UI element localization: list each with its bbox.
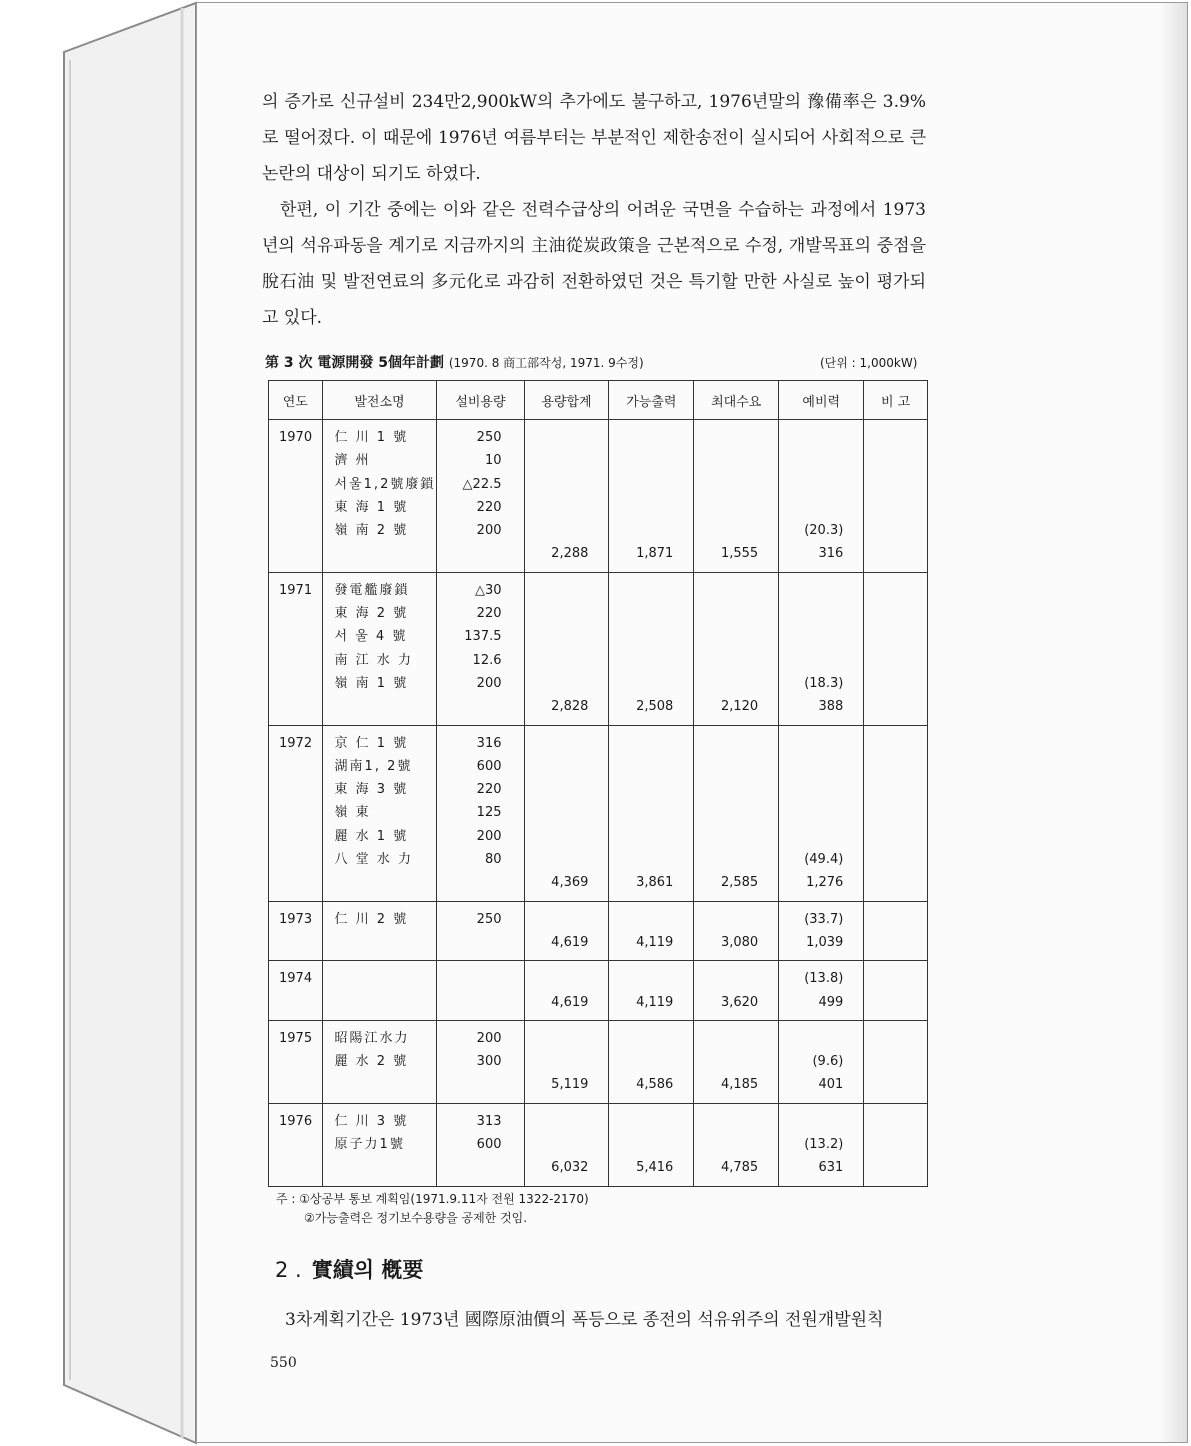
- blank-line: [779, 1110, 863, 1133]
- peak-demand: 3,620: [720, 994, 759, 1010]
- year-value: 1972: [279, 735, 313, 751]
- reserve-cell: [779, 961, 864, 1021]
- reserve-percent: (18.3): [804, 675, 844, 691]
- total-capacity-cell: [524, 1103, 609, 1186]
- plant-capacity: 12.6: [472, 652, 502, 668]
- blank-line: [525, 732, 609, 755]
- year-value: 1973: [279, 911, 313, 927]
- year-cell: [269, 420, 323, 573]
- plant-capacity: 600: [476, 758, 502, 774]
- plant-capacity-cell: [437, 725, 524, 901]
- blank-line: [779, 801, 863, 824]
- peak-demand: 2,585: [720, 875, 759, 891]
- plant-name: 嶺 南 2 號: [334, 523, 409, 539]
- blank-line: [694, 778, 778, 801]
- blank-line: [694, 1133, 778, 1156]
- blank-line: [525, 778, 609, 801]
- total-capacity: 5,119: [551, 1077, 589, 1093]
- total-capacity-cell: [524, 1020, 609, 1103]
- blank-line: [323, 1073, 437, 1096]
- blank-line: [609, 848, 693, 871]
- section-number: 2 .: [275, 1258, 302, 1282]
- blank-line: [323, 871, 437, 894]
- blank-line: [609, 778, 693, 801]
- blank-line: [694, 848, 778, 871]
- section-title: 實績의 槪要: [311, 1258, 424, 1282]
- plant-name: 八 堂 水 力: [334, 852, 413, 868]
- paragraph-2: 한편, 이 기간 중에는 이와 같은 전력수급상의 어려운 국면을 수습하는 과정에서 1973년의 석유파동을 계기로 지금까지의 主油從炭政策을 근본적으로 수정, 개발목표의 중점을 脫石油 및 발전연료의 多元化로 과감히 전환하였던 것은 특기할 만한 사실로 높이 평가되고 있다.: [262, 200, 926, 328]
- reserve-value: 1,276: [806, 875, 844, 891]
- header-plant: 발전소명: [322, 381, 437, 420]
- blank-line: [525, 848, 609, 871]
- blank-line: [609, 908, 693, 931]
- reserve-value: 316: [818, 546, 844, 562]
- total-capacity-cell: [524, 901, 609, 961]
- reserve-cell: [779, 901, 864, 961]
- blank-line: [609, 755, 693, 778]
- blank-line: [609, 672, 693, 695]
- year-value: 1975: [279, 1030, 313, 1046]
- available-output: 5,416: [636, 1160, 674, 1176]
- blank-line: [525, 602, 609, 625]
- reserve-cell: [779, 1020, 864, 1103]
- total-capacity: 2,828: [551, 699, 589, 715]
- year-cell: [269, 725, 323, 901]
- total-capacity-cell: [524, 725, 609, 901]
- section-heading: [275, 1254, 423, 1284]
- year-cell: [269, 572, 323, 725]
- blank-line: [609, 1050, 693, 1073]
- blank-line: [694, 1110, 778, 1133]
- plant-capacity: 200: [476, 1030, 502, 1046]
- header-remarks: 비 고: [864, 381, 928, 420]
- table-row: [269, 901, 928, 961]
- plant-name-cell: [322, 961, 437, 1021]
- blank-line: [694, 825, 778, 848]
- blank-line: [525, 825, 609, 848]
- blank-line: [323, 967, 437, 990]
- table-row: [269, 1020, 928, 1103]
- available-output: 2,508: [636, 699, 674, 715]
- note-2: ②가능출력은 정기보수용량을 공제한 것임.: [304, 1211, 528, 1225]
- available-output: 4,119: [636, 994, 674, 1010]
- table-row: [269, 572, 928, 725]
- remarks-cell: [864, 901, 928, 961]
- blank-line: [525, 519, 609, 542]
- blank-line: [694, 967, 778, 990]
- header-year: 연도: [269, 381, 323, 420]
- header-reserve: 예비력: [779, 381, 864, 420]
- blank-line: [525, 449, 609, 472]
- blank-line: [609, 649, 693, 672]
- blank-line: [525, 473, 609, 496]
- book-spine-illustration: [0, 0, 200, 1446]
- blank-line: [779, 778, 863, 801]
- plant-capacity: 200: [476, 828, 502, 844]
- blank-line: [525, 1110, 609, 1133]
- reserve-cell: [779, 420, 864, 573]
- total-capacity: 4,619: [551, 994, 589, 1010]
- table-notes: [276, 1190, 589, 1228]
- blank-line: [525, 579, 609, 602]
- blank-line: [694, 649, 778, 672]
- blank-line: [609, 519, 693, 542]
- blank-line: [779, 426, 863, 449]
- plant-name: 仁 川 2 號: [334, 911, 409, 927]
- plant-capacity: 220: [476, 782, 502, 798]
- blank-line: [694, 625, 778, 648]
- plant-capacity: 250: [476, 911, 502, 927]
- remarks-cell: [864, 961, 928, 1021]
- peak-demand-cell: [694, 420, 779, 573]
- plant-name: 麗 水 2 號: [334, 1054, 409, 1070]
- table-row: [269, 725, 928, 901]
- blank-line: [437, 871, 523, 894]
- reserve-value: 499: [818, 994, 844, 1010]
- table-body: [269, 420, 928, 1187]
- body-text: [262, 84, 926, 336]
- blank-line: [323, 1156, 437, 1179]
- blank-line: [694, 732, 778, 755]
- reserve-value: 388: [818, 699, 844, 715]
- year-cell: [269, 961, 323, 1021]
- blank-line: [609, 1027, 693, 1050]
- blank-line: [694, 1027, 778, 1050]
- peak-demand: 2,120: [720, 699, 759, 715]
- available-output-cell: [609, 901, 694, 961]
- plant-capacity: 300: [476, 1054, 502, 1070]
- blank-line: [694, 755, 778, 778]
- reserve-percent: (13.2): [804, 1137, 844, 1153]
- total-capacity: 6,032: [551, 1160, 589, 1176]
- reserve-percent: (49.4): [804, 852, 844, 868]
- table-row: [269, 420, 928, 573]
- header-available: 가능출력: [609, 381, 694, 420]
- plant-capacity: 600: [476, 1137, 502, 1153]
- blank-line: [779, 755, 863, 778]
- blank-line: [694, 579, 778, 602]
- reserve-percent: (33.7): [804, 911, 844, 927]
- blank-line: [779, 449, 863, 472]
- plant-capacity: 125: [476, 805, 502, 821]
- power-plan-table: [268, 380, 928, 1187]
- blank-line: [525, 801, 609, 824]
- blank-line: [694, 1050, 778, 1073]
- available-output: 3,861: [636, 875, 674, 891]
- reserve-percent: (9.6): [812, 1054, 844, 1070]
- blank-line: [609, 579, 693, 602]
- blank-line: [694, 519, 778, 542]
- table-title: [265, 352, 644, 372]
- blank-line: [609, 1110, 693, 1133]
- plant-capacity: 200: [476, 675, 502, 691]
- page-number: 550: [270, 1355, 297, 1371]
- total-capacity: 2,288: [551, 546, 589, 562]
- plant-capacity: 316: [476, 735, 502, 751]
- plant-name: 原子力1號: [334, 1137, 405, 1153]
- blank-line: [525, 1027, 609, 1050]
- blank-line: [525, 625, 609, 648]
- available-output-cell: [609, 1103, 694, 1186]
- plant-capacity: 250: [476, 430, 502, 445]
- blank-line: [437, 1073, 523, 1096]
- blank-line: [525, 908, 609, 931]
- blank-line: [779, 825, 863, 848]
- page-edge-shadow: [1159, 3, 1187, 1442]
- available-output-cell: [609, 420, 694, 573]
- plant-name: 麗 水 1 號: [334, 828, 409, 844]
- blank-line: [694, 602, 778, 625]
- plant-name: 湖南1, 2號: [334, 758, 413, 774]
- plant-name: 嶺 南 1 號: [334, 675, 409, 691]
- available-output-cell: [609, 1020, 694, 1103]
- blank-line: [694, 672, 778, 695]
- blank-line: [779, 602, 863, 625]
- blank-line: [437, 542, 523, 565]
- blank-line: [525, 672, 609, 695]
- blank-line: [609, 625, 693, 648]
- blank-line: [779, 579, 863, 602]
- blank-line: [525, 967, 609, 990]
- plant-name-cell: [322, 420, 437, 573]
- total-capacity: 4,369: [551, 875, 589, 891]
- reserve-cell: [779, 572, 864, 725]
- blank-line: [779, 625, 863, 648]
- remarks-cell: [864, 725, 928, 901]
- remarks-cell: [864, 1020, 928, 1103]
- blank-line: [437, 991, 523, 1014]
- year-value: 1974: [279, 971, 313, 987]
- total-capacity: 4,619: [551, 934, 589, 950]
- available-output: 4,586: [636, 1077, 674, 1093]
- plant-capacity: 313: [476, 1113, 502, 1129]
- table-row: [269, 1103, 928, 1186]
- plant-name: 東 海 3 號: [334, 782, 409, 798]
- table-title-note: (1970. 8 商工部작성, 1971. 9수정): [448, 356, 644, 370]
- remarks-cell: [864, 572, 928, 725]
- plant-capacity-cell: [437, 1103, 524, 1186]
- table-title-main: 第 3 次 電源開發 5個年計劃: [265, 355, 444, 371]
- blank-line: [609, 473, 693, 496]
- blank-line: [609, 967, 693, 990]
- blank-line: [609, 825, 693, 848]
- blank-line: [323, 991, 437, 1014]
- plant-name-cell: [322, 901, 437, 961]
- reserve-percent: (20.3): [804, 523, 844, 539]
- total-capacity-cell: [524, 420, 609, 573]
- available-output-cell: [609, 725, 694, 901]
- reserve-value: 401: [818, 1077, 844, 1093]
- blank-line: [609, 602, 693, 625]
- blank-line: [609, 496, 693, 519]
- year-cell: [269, 901, 323, 961]
- peak-demand: 4,785: [720, 1160, 759, 1176]
- blank-line: [609, 449, 693, 472]
- reserve-percent: (13.8): [804, 971, 844, 987]
- plant-name: 서 울 4 號: [334, 629, 408, 645]
- plant-capacity: 80: [484, 852, 502, 868]
- blank-line: [525, 755, 609, 778]
- blank-line: [525, 496, 609, 519]
- plant-name: 東 海 2 號: [334, 606, 409, 622]
- plant-capacity: △30: [474, 582, 502, 598]
- blank-line: [437, 931, 523, 954]
- available-output: 4,119: [636, 934, 674, 950]
- header-peak: 최대수요: [694, 381, 779, 420]
- plant-capacity: 220: [476, 606, 502, 622]
- peak-demand-cell: [694, 961, 779, 1021]
- table-header-row: [269, 381, 928, 420]
- year-cell: [269, 1020, 323, 1103]
- plant-name: 濟 州: [334, 453, 371, 469]
- blank-line: [694, 801, 778, 824]
- blank-line: [323, 695, 437, 718]
- total-capacity-cell: [524, 961, 609, 1021]
- plant-name: 仁 川 1 號: [334, 430, 409, 445]
- peak-demand: 3,080: [720, 934, 759, 950]
- blank-line: [525, 426, 609, 449]
- reserve-value: 1,039: [806, 934, 844, 950]
- blank-line: [694, 426, 778, 449]
- plant-capacity: 200: [476, 523, 502, 539]
- reserve-value: 631: [818, 1160, 844, 1176]
- plant-name: 發電艦廢鎖: [334, 582, 410, 598]
- plant-name-cell: [322, 572, 437, 725]
- blank-line: [437, 695, 523, 718]
- available-output-cell: [609, 961, 694, 1021]
- blank-line: [323, 931, 437, 954]
- table-row: [269, 961, 928, 1021]
- note-1: 주 : ①상공부 통보 계획임(1971.9.11자 전원 1322-2170): [276, 1192, 589, 1206]
- available-output: 1,871: [636, 546, 674, 562]
- table-unit: (단위 : 1,000kW): [820, 356, 918, 370]
- plant-capacity-cell: [437, 572, 524, 725]
- blank-line: [609, 426, 693, 449]
- plant-name: 京 仁 1 號: [334, 735, 409, 751]
- blank-line: [609, 732, 693, 755]
- blank-line: [779, 496, 863, 519]
- plant-name-cell: [322, 725, 437, 901]
- plant-capacity: 220: [476, 499, 502, 515]
- peak-demand-cell: [694, 1103, 779, 1186]
- blank-line: [323, 542, 437, 565]
- plant-capacity-cell: [437, 961, 524, 1021]
- plant-capacity-cell: [437, 420, 524, 573]
- blank-line: [779, 732, 863, 755]
- total-capacity-cell: [524, 572, 609, 725]
- peak-demand-cell: [694, 901, 779, 961]
- plant-name: 昭陽江水力: [334, 1030, 410, 1046]
- year-value: 1971: [279, 582, 313, 598]
- blank-line: [694, 449, 778, 472]
- blank-line: [525, 1133, 609, 1156]
- plant-capacity: 137.5: [464, 629, 502, 645]
- header-total: 용량합계: [524, 381, 609, 420]
- remarks-cell: [864, 420, 928, 573]
- plant-name: 嶺 東: [334, 805, 371, 821]
- plant-name: 南 江 水 力: [334, 652, 413, 668]
- plant-capacity: △22.5: [462, 476, 502, 492]
- peak-demand-cell: [694, 1020, 779, 1103]
- plant-name: 서울1,2號廢鎖: [334, 476, 436, 492]
- blank-line: [779, 1027, 863, 1050]
- available-output-cell: [609, 572, 694, 725]
- plant-name-cell: [322, 1020, 437, 1103]
- peak-demand-cell: [694, 572, 779, 725]
- blank-line: [694, 473, 778, 496]
- peak-demand: 4,185: [720, 1077, 759, 1093]
- peak-demand: 1,555: [720, 546, 759, 562]
- blank-line: [779, 473, 863, 496]
- remarks-cell: [864, 1103, 928, 1186]
- plant-name: 東 海 1 號: [334, 499, 409, 515]
- blank-line: [437, 1156, 523, 1179]
- year-value: 1970: [279, 430, 313, 445]
- year-cell: [269, 1103, 323, 1186]
- plant-capacity-cell: [437, 1020, 524, 1103]
- blank-line: [609, 801, 693, 824]
- section-body-first-line: 3차계획기간은 1973년 國際原油價의 폭등으로 종전의 석유위주의 전원개발원칙: [285, 1310, 884, 1330]
- blank-line: [525, 1050, 609, 1073]
- plant-name: 仁 川 3 號: [334, 1113, 409, 1129]
- reserve-cell: [779, 725, 864, 901]
- year-value: 1976: [279, 1113, 313, 1129]
- plant-capacity-cell: [437, 901, 524, 961]
- plant-capacity: 10: [484, 453, 502, 469]
- reserve-cell: [779, 1103, 864, 1186]
- paragraph-1: 의 증가로 신규설비 234만2,900kW의 추가에도 불구하고, 1976년말의 豫備率은 3.9%로 떨어졌다. 이 때문에 1976년 여름부터는 부분적인 제한송전이 실시되어 사회적으로 큰 논란의 대상이 되기도 하였다.: [262, 92, 926, 184]
- blank-line: [437, 967, 523, 990]
- blank-line: [609, 1133, 693, 1156]
- plant-name-cell: [322, 1103, 437, 1186]
- blank-line: [694, 908, 778, 931]
- blank-line: [694, 496, 778, 519]
- blank-line: [525, 649, 609, 672]
- peak-demand-cell: [694, 725, 779, 901]
- header-capacity: 설비용량: [437, 381, 524, 420]
- blank-line: [779, 649, 863, 672]
